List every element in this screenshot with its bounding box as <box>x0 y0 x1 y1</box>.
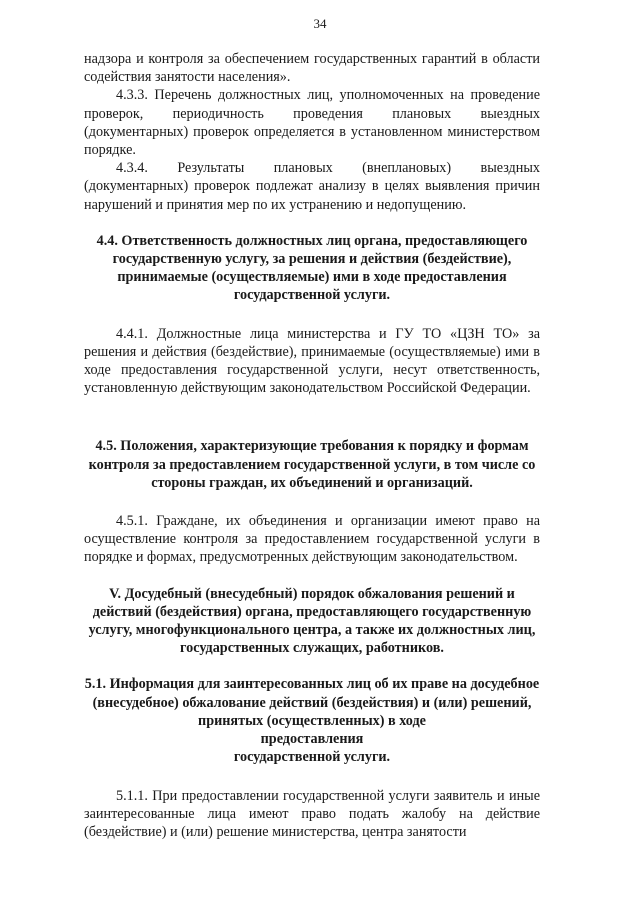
paragraph-4-5-1: 4.5.1. Граждане, их объединения и организации имеют право на осуществление контроля за предоставлением государственной услуги в порядке и формах, предусмотренных действующим законодательством. <box>84 513 540 566</box>
document-body <box>84 50 540 841</box>
page-number: 34 <box>313 16 327 31</box>
paragraph-5-1-1: 5.1.1. При предоставлении государственной услуги заявитель и иные заинтересованные лица имеют право подать жалобу на действие (бездействие) и (или) решение министерства, центра занятости <box>84 787 540 840</box>
chapter-heading-v: V. Досудебный (внесудебный) порядок обжалования решений и действий (бездействия) органа, предоставляющего государственную услугу, многофункционального центра, а также их должностных лиц, государственных служащих, работников. <box>88 585 536 657</box>
section-heading-5-1-line3: государственной услуги. <box>233 749 391 766</box>
section-heading-5-1-line2: предоставления <box>260 731 364 748</box>
paragraph-4-3-3: 4.3.3. Перечень должностных лиц, уполномоченных на проведение проверок, периодичность проведения плановых выездных (документарных) проверок определяется в установленном министерством порядке. <box>84 87 540 159</box>
paragraph-continuation: надзора и контроля за обеспечением государственных гарантий в области содействия занятости населения». <box>84 51 540 86</box>
paragraph-4-4-1: 4.4.1. Должностные лица министерства и ГУ ТО «ЦЗН ТО» за решения и действия (бездействие), принимаемые (осуществляемые) ими в ходе предоставления государственной услуги, несут ответственность, установленную действующим законодательством Российской Федерации. <box>84 325 540 397</box>
section-heading-4-5: 4.5. Положения, характеризующие требования к порядку и формам контроля за предоставлением государственной услуги, в том числе со стороны граждан, их объединений и организаций. <box>88 438 536 491</box>
paragraph-4-3-4: 4.3.4. Результаты плановых (внеплановых) выездных (документарных) проверок подлежат анализу в целях выявления причин нарушений и принятия мер по их устранению и недопущению. <box>84 160 540 213</box>
section-heading-5-1-line1: 5.1. Информация для заинтересованных лиц об их праве на досудебное (внесудебное) обжалование действий (бездействия) и (или) решений, принятых (осуществленных) в ходе <box>84 676 540 729</box>
section-heading-4-4: 4.4. Ответственность должностных лиц органа, предоставляющего государственную услугу, за решения и действия (бездействие), принимаемые (осуществляемые) ими в ходе предоставления государственной услуги. <box>96 232 528 304</box>
